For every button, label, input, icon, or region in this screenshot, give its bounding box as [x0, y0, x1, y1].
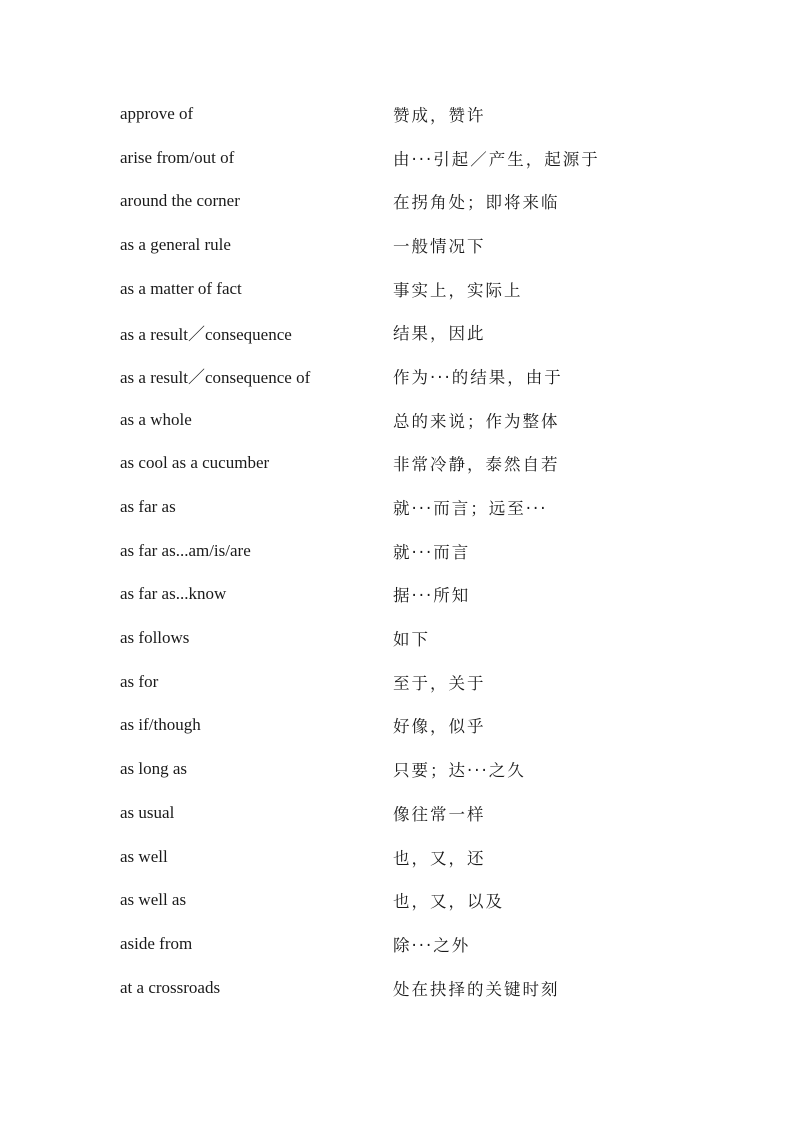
list-item: [120, 267, 680, 311]
english-phrase: around the corner: [120, 191, 240, 211]
chinese-meaning: 如下: [393, 630, 430, 650]
list-item: [120, 704, 680, 748]
chinese-meaning: 除···之外: [393, 935, 471, 955]
chinese-meaning: 就···而言；远至···: [393, 499, 548, 519]
chinese-meaning: 也，又，还: [393, 848, 486, 868]
chinese-meaning: 好像，似乎: [393, 717, 486, 737]
list-item: [120, 878, 680, 922]
chinese-meaning: 事实上，实际上: [393, 280, 523, 300]
chinese-meaning: 就···而言: [393, 542, 471, 562]
list-item: [120, 442, 680, 486]
chinese-meaning: 在拐角处；即将来临: [393, 193, 560, 213]
chinese-meaning: 据···所知: [393, 586, 471, 606]
chinese-meaning: 由···引起／产生，起源于: [393, 149, 600, 169]
english-phrase: as far as...know: [120, 584, 227, 604]
list-item: [120, 660, 680, 704]
list-item: [120, 922, 680, 966]
english-phrase: as long as: [120, 759, 188, 779]
list-item: [120, 791, 680, 835]
english-phrase: arise from/out of: [120, 147, 235, 167]
chinese-meaning: 至于，关于: [393, 673, 486, 693]
chinese-meaning: 像往常一样: [393, 804, 486, 824]
chinese-meaning: 处在抉择的关键时刻: [393, 979, 560, 999]
chinese-meaning: 只要；达···之久: [393, 761, 526, 781]
list-item: [120, 835, 680, 879]
chinese-meaning: 赞成，赞许: [393, 105, 486, 125]
chinese-meaning: 非常冷静，泰然自若: [393, 455, 560, 475]
list-item: [120, 966, 680, 1010]
english-phrase: as a result／consequence of: [120, 368, 311, 388]
list-item: [120, 92, 680, 136]
english-phrase: as a whole: [120, 409, 192, 429]
english-phrase: as well: [120, 846, 168, 866]
english-phrase: approve of: [120, 103, 194, 123]
chinese-meaning: 作为···的结果，由于: [393, 367, 563, 387]
english-phrase: as if/though: [120, 715, 201, 735]
english-phrase: as far as...am/is/are: [120, 540, 251, 560]
list-item: [120, 616, 680, 660]
chinese-meaning: 结果，因此: [393, 324, 486, 344]
list-item: [120, 529, 680, 573]
list-item: [120, 398, 680, 442]
english-phrase: as for: [120, 671, 159, 691]
english-phrase: as a result／consequence: [120, 324, 292, 344]
english-phrase: as usual: [120, 802, 175, 822]
list-item: [120, 223, 680, 267]
list-item: [120, 485, 680, 529]
english-phrase: as follows: [120, 628, 190, 648]
list-item: [120, 354, 680, 398]
english-phrase: as a matter of fact: [120, 278, 242, 298]
list-item: [120, 136, 680, 180]
english-phrase: as a general rule: [120, 234, 231, 254]
english-phrase: as cool as a cucumber: [120, 453, 270, 473]
list-item: [120, 310, 680, 354]
list-item: [120, 179, 680, 223]
list-item: [120, 747, 680, 791]
phrase-list: [120, 92, 680, 1009]
english-phrase: aside from: [120, 933, 193, 953]
english-phrase: at a crossroads: [120, 977, 221, 997]
english-phrase: as far as: [120, 497, 176, 517]
english-phrase: as well as: [120, 890, 187, 910]
list-item: [120, 573, 680, 617]
chinese-meaning: 也，又，以及: [393, 892, 504, 912]
chinese-meaning: 总的来说；作为整体: [393, 411, 560, 431]
chinese-meaning: 一般情况下: [393, 236, 486, 256]
